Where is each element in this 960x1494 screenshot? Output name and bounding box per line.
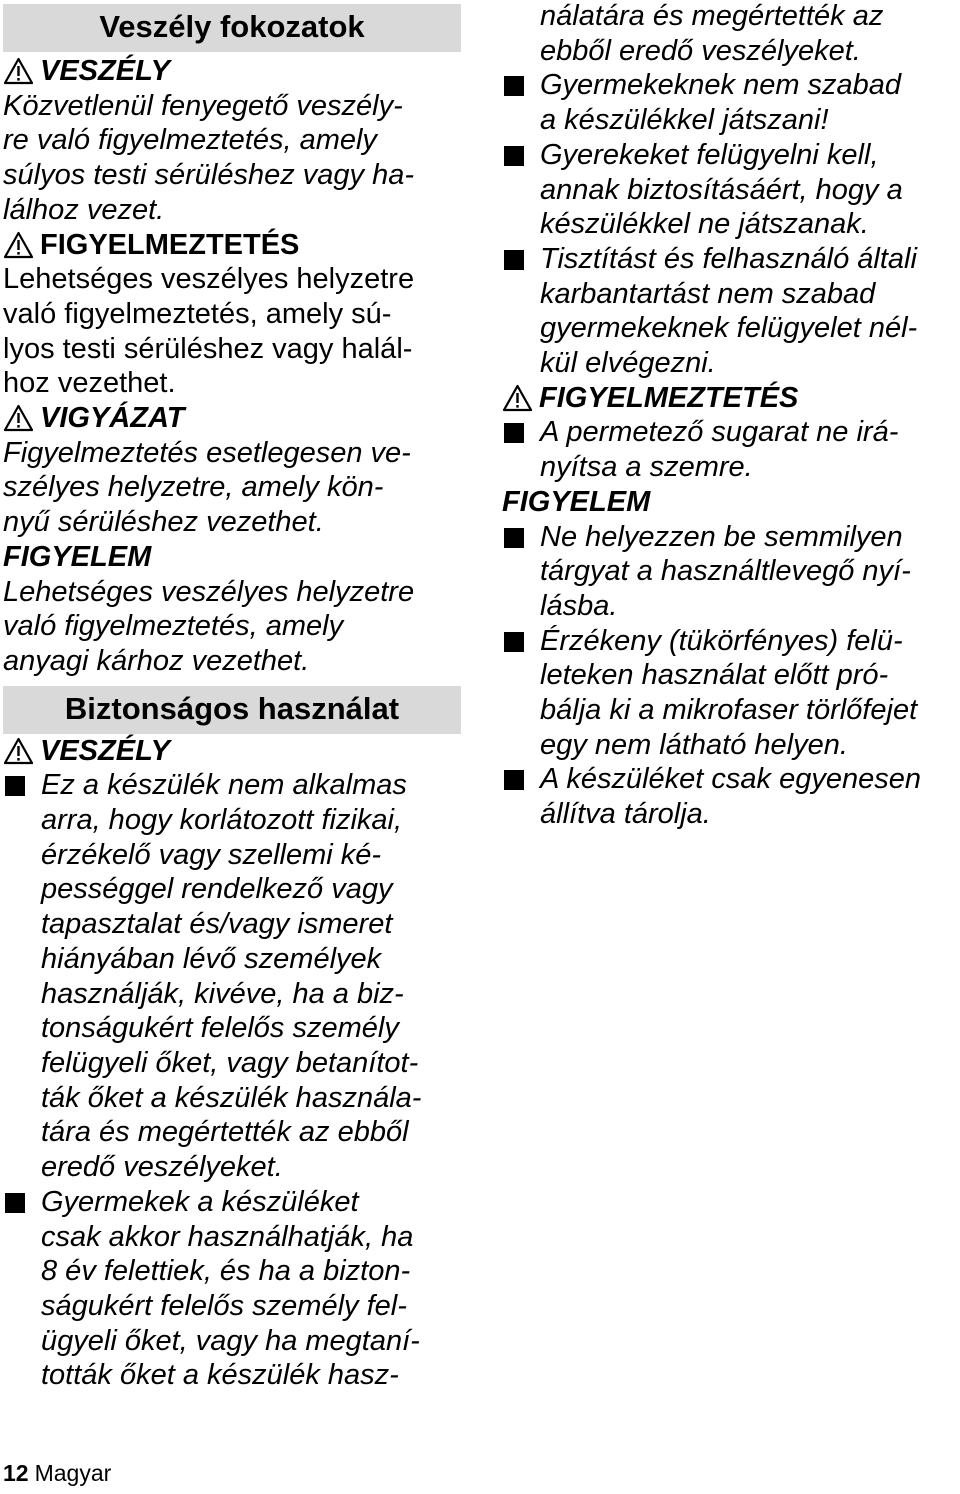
hazard-description: Lehetséges veszélyes helyzetre való figyelmeztetés, amely anyagi kárhoz vezethet. [3,575,415,677]
hazard-description: Közvetlenül fenyegető veszély- re való figyelmeztetés, amely súlyos testi sérüléshez vagy ha- lálhoz vezet. [3,89,415,226]
warning-triangle-icon [3,231,34,257]
section-heading-safe-use: Biztonságos használat [3,686,461,734]
continued-text: nálatára és megértették az ebből eredő veszélyeket. [540,0,884,67]
hazard-description: Lehetséges veszélyes helyzetre való figyelmeztetés, amely sú- lyos testi sérüléshez vagy halál- hoz vezethet. [3,263,415,400]
hazard-level-warning [3,228,461,402]
bullet-text: Gyerekeket felügyelni kell, annak biztosításáért, hogy a készülékkel ne játszanak. [540,138,903,241]
list-item [502,520,957,624]
bullet-square-icon [504,76,524,96]
list-item [502,762,957,831]
hazard-label: VIGYÁZAT [40,402,185,435]
bullet-text: Gyermekek a készüléket csak akkor használhatják, ha 8 év felettiek, és ha a bizton- ságukért felelős személy fel- ügyeli őket, vagy ha megtaní- tották őket a készülék hasz- [41,1185,420,1392]
danger-label: VESZÉLY [40,734,170,767]
bullet-square-icon [504,250,524,270]
bullet-square-icon [504,632,524,652]
list-item [502,138,957,242]
bullet-square-icon [504,423,524,443]
list-item [3,768,461,1184]
bullet-square-icon [504,528,524,548]
bullet-square-icon [5,1193,25,1213]
bullet-text: Ez a készülék nem alkalmas arra, hogy korlátozott fizikai, érzékelő vagy szellemi ké- pességgel rendelkező vagy tapasztalat és/vagy ismeret hiányában lévő személyek használják, kivéve, ha a biz- tonságukért felelős személy felügyeli őket, vagy betanítot- ták őket a készülék használa- tára és megértették az ebből eredő veszélyeket. [41,769,422,1184]
bullet-text: A készüléket csak egyenesen állítva tárolja. [540,763,921,831]
hazard-label: FIGYELEM [3,540,152,573]
hazard-level-danger [3,54,461,228]
list-item [3,1185,461,1393]
warning-triangle-icon [502,384,533,410]
bullet-text: Ne helyezzen be semmilyen tárgyat a használtlevegő nyí- lásba. [540,520,911,622]
bullet-square-icon [504,146,524,166]
warning-triangle-icon [3,737,34,763]
left-column [3,4,461,1393]
right-column [502,0,957,832]
page-footer [3,1458,111,1488]
hazard-label: VESZÉLY [40,55,170,87]
bullet-text: A permetező sugarat ne irá- nyítsa a szemre. [540,416,899,484]
footer-language: Magyar [34,1460,112,1486]
bullet-square-icon [504,770,524,790]
hazard-label: FIGYELMEZTETÉS [40,228,300,261]
bullet-text: Tisztítást és felhasználó általi karbantartást nem szabad gyermekeknek felügyelet nél- kül elvégezni. [540,242,918,380]
page-number: 12 [3,1460,29,1486]
hazard-level-caution [3,401,461,540]
list-item [502,624,957,763]
warning-triangle-icon [3,404,34,430]
hazard-description: Figyelmeztetés esetlegesen ve- szélyes helyzetre, amely kön- nyű sérüléshez vezethet. [3,436,411,539]
hazard-level-notice [3,540,461,679]
section-heading-hazard-levels: Veszély fokozatok [3,4,461,52]
list-item [502,242,957,381]
warning-triangle-icon [3,57,34,83]
bullet-square-icon [5,776,25,796]
notice-label: FIGYELEM [502,485,651,518]
warning-label: FIGYELMEZTETÉS [539,381,799,414]
list-item [502,415,957,484]
list-item [502,68,957,137]
bullet-text: Érzékeny (tükörfényes) felü- leteken használat előtt pró- bálja ki a mikrofaser törlőfejet egy nem látható helyen. [540,624,918,761]
bullet-text: Gyermekeknek nem szabad a készülékkel játszani! [540,69,902,137]
